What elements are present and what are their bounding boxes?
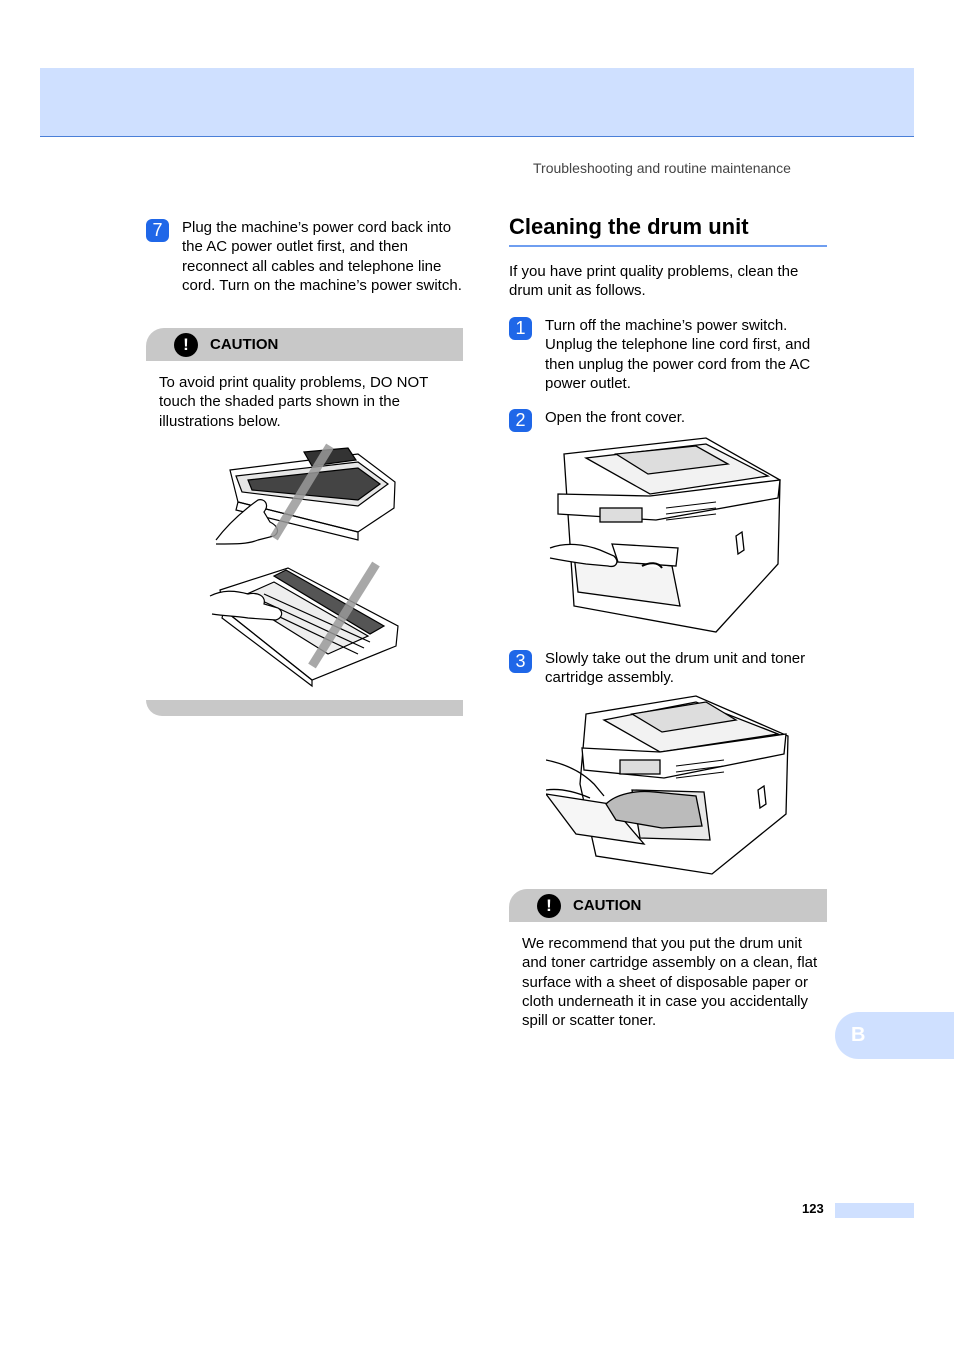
caution-text: To avoid print quality problems, DO NOT touch the shaded parts shown in the illustrations below. [159,374,428,430]
step-text: Plug the machine’s power cord back into the AC power outlet first, and then reconnect all cables and telephone line cord. Turn on the machine’s power switch. [182,219,462,294]
step-number-badge: 2 [509,409,532,432]
step-text: Slowly take out the drum unit and toner cartridge assembly. [545,650,806,687]
caution-header [509,889,827,922]
step-number-badge: 3 [509,650,532,673]
drum-shaded-parts-illustration [208,440,403,690]
step-3 [509,649,827,688]
step-text: Open the front cover. [545,409,686,426]
caution-label: CAUTION [573,897,642,914]
caution-text: We recommend that you put the drum unit and toner cartridge assembly on a clean, flat surface with a sheet of disposable paper or cloth underneath it in case you accidentally spill or scatter toner. [522,935,818,1030]
chapter-tab: B [835,1012,954,1059]
step-number-badge: 7 [146,219,169,242]
step-number-badge: 1 [509,317,532,340]
header-band [40,68,914,137]
intro-text: If you have print quality problems, clean the drum unit as follows. [509,263,799,300]
step-1 [509,316,827,393]
section-title: Cleaning the drum unit [509,214,827,247]
page-number-bar [835,1203,914,1218]
page-number: 123 [802,1201,824,1216]
step-text: Turn off the machine’s power switch. Unplug the telephone line cord first, and then unplug the power cord from the AC power outlet. [545,317,811,392]
printer-remove-drum-illustration [546,694,790,876]
running-head: Troubleshooting and routine maintenance [533,160,791,176]
printer-open-cover-illustration [546,436,784,634]
caution-header [146,328,463,361]
caution-footer [146,700,463,716]
step-7 [146,218,464,295]
exclamation-icon: ! [174,333,198,357]
step-2 [509,408,827,432]
exclamation-icon: ! [537,894,561,918]
caution-label: CAUTION [210,336,279,353]
